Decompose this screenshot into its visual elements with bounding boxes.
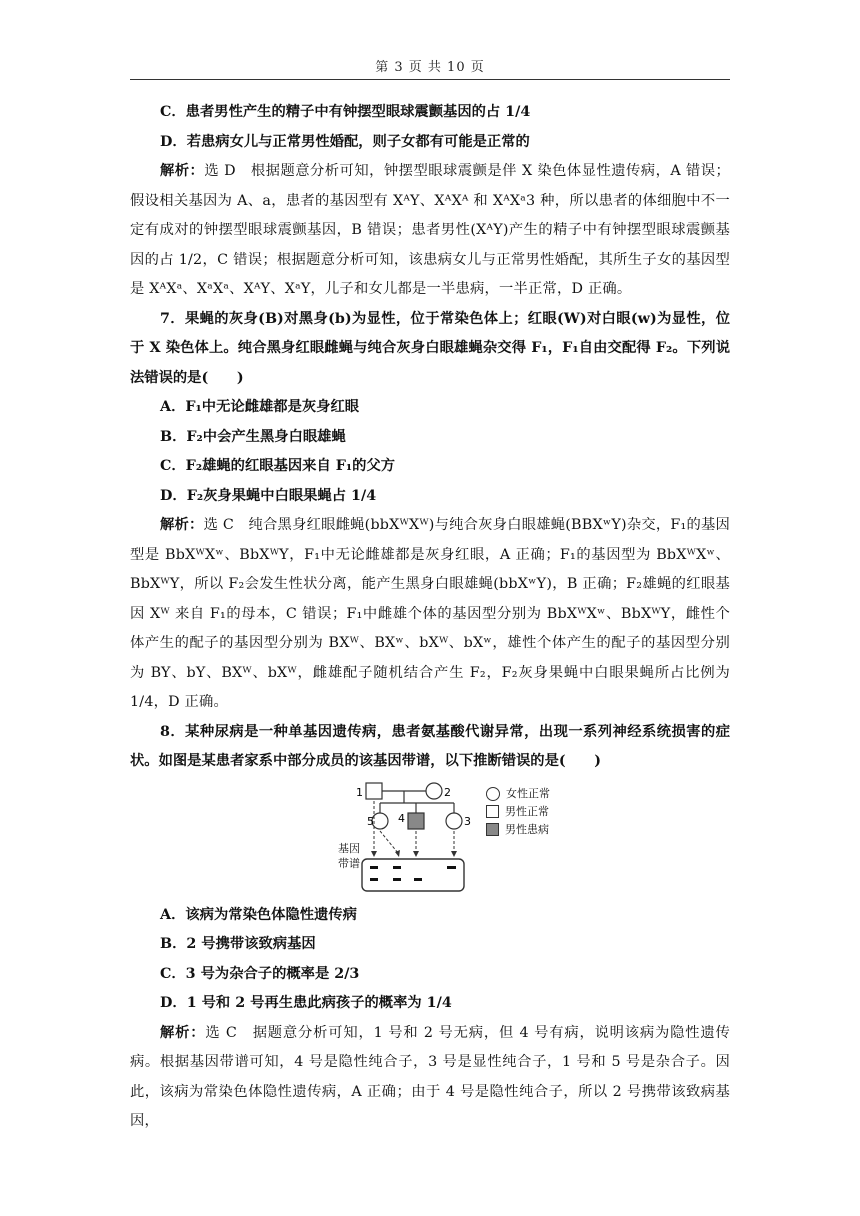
- q8-analysis: [130, 1019, 730, 1137]
- member-3-circle: [446, 813, 462, 829]
- female-normal-icon: [486, 787, 500, 801]
- q7-stem: 7．果蝇的灰身(B)对黑身(b)为显性，位于常染色体上；红眼(W)对白眼(w)为显性，位于 X 染色体上。纯合黑身红眼雌蝇与纯合灰身白眼雄蝇杂交得 F₁，F₁自由交配得 F₂。下列说法错误的是( ): [130, 310, 730, 386]
- band-4-recessive: [414, 878, 422, 881]
- page-header: 第 3 页 共 10 页: [375, 60, 485, 75]
- legend-male-affected-label: 男性患病: [505, 822, 549, 836]
- q6-option-d: D．若患病女儿与正常男性婚配，则子女都有可能是正常的: [160, 133, 530, 150]
- q8-option-d: D．1 号和 2 号再生患此病孩子的概率为 1/4: [160, 995, 452, 1011]
- q6-analysis-label: 解析：: [160, 163, 205, 179]
- member-1-label: 1: [356, 785, 363, 799]
- band-1-dominant: [370, 866, 378, 869]
- q8-option-b: B．2 号携带该致病基因: [160, 936, 316, 952]
- member-2-label: 2: [444, 785, 451, 799]
- q7-option-a: A．F₁中无论雌雄都是灰身红眼: [160, 399, 360, 415]
- member-1-square: [366, 783, 382, 799]
- band-label-line1: 基因: [338, 841, 360, 855]
- legend-male-affected: [486, 821, 550, 839]
- arrowhead-5: [395, 850, 400, 857]
- header-divider: [130, 79, 730, 80]
- band-label-line2: 带谱: [338, 856, 360, 870]
- member-4-label: 4: [398, 811, 405, 825]
- band-label: [338, 841, 360, 871]
- legend-female-normal-label: 女性正常: [506, 786, 550, 800]
- arrowhead-1: [371, 851, 377, 857]
- pedigree-figure: [130, 779, 730, 897]
- arrowhead-3: [451, 851, 457, 857]
- q7-analysis-label: 解析：: [160, 517, 204, 533]
- member-2-circle: [426, 783, 442, 799]
- legend-male-normal: [486, 803, 550, 821]
- band-5-recessive: [393, 878, 401, 881]
- q7-analysis: [130, 511, 730, 718]
- document-body: [130, 98, 730, 1137]
- q8-analysis-label: 解析：: [160, 1024, 206, 1041]
- member-5-label: 5: [367, 814, 374, 828]
- q6-analysis-text: 选 D 根据题意分析可知，钟摆型眼球震颤是伴 X 染色体显性遗传病，A 错误；假设相关基因为 A、a，患者的基因型有 XᴬY、XᴬXᴬ 和 XᴬXᵃ3 种，所以患者的体细胞中不一定有成对的钟摆型眼球震颤基因，B 错误；患者男性(XᴬY)产生的精子中有钟摆型眼球震颤基因的占 1/2，C 错误；根据题意分析可知，该患病女儿与正常男性婚配，其所生子女的基因型是 XᴬXᵃ、XᵃXᵃ、XᴬY、XᵃY，儿子和女儿都是一半患病，一半正常，D 正确。: [130, 163, 730, 297]
- band-5-dominant: [393, 866, 401, 869]
- band-3-dominant: [447, 866, 456, 869]
- legend-female-normal: [486, 785, 550, 803]
- pedigree-legend: [486, 785, 550, 839]
- q8-stem: 8．某种尿病是一种单基因遗传病，患者氨基酸代谢异常，出现一系列神经系统损害的症状。如图是某患者家系中部分成员的该基因带谱，以下推断错误的是( ): [130, 723, 730, 769]
- q8-option-c: C．3 号为杂合子的概率是 2/3: [160, 965, 360, 982]
- q6-option-c: C．患者男性产生的精子中有钟摆型眼球震颤基因的占 1/4: [160, 104, 531, 120]
- member-3-label: 3: [464, 814, 471, 828]
- arrow-member-5: [380, 831, 398, 853]
- legend-male-normal-label: 男性正常: [505, 804, 549, 818]
- male-affected-icon: [486, 823, 499, 836]
- q8-analysis-text: 选 C 据题意分析可知，1 号和 2 号无病，但 4 号有病，说明该病为隐性遗传病。根据基因带谱可知，4 号是隐性纯合子，3 号是显性纯合子，1 号和 5 号是杂合子。因此，该病为常染色体隐性遗传病，A 正确；由于 4 号是隐性纯合子，所以 2 号携带该致病基因，: [130, 1024, 730, 1129]
- q8-option-a: A．该病为常染色体隐性遗传病: [160, 906, 357, 923]
- arrowhead-4: [413, 851, 419, 857]
- band-1-recessive: [370, 878, 378, 881]
- q7-analysis-text: 选 C 纯合黑身红眼雌蝇(bbXᵂXᵂ)与纯合灰身白眼雄蝇(BBXʷY)杂交，F₁的基因型是 BbXᵂXʷ、BbXᵂY，F₁中无论雌雄都是灰身红眼，A 正确；F₁的基因型为 BbXᵂXʷ、BbXᵂY，所以 F₂会发生性状分离，能产生黑身白眼雄蝇(bbXʷY)，B 正确；F₂雄蝇的红眼基因 Xᵂ 来自 F₁的母本，C 错误；F₁中雌雄个体的基因型分别为 BbXᵂXʷ、BbXᵂY，雌性个体产生的配子的基因型分别为 BXᵂ、BXʷ、bXᵂ、bXʷ，雄性个体产生的配子的基因型分别为 BY、bY、BXᵂ、bXᵂ，雌雄配子随机结合产生 F₂，F₂灰身果蝇中白眼果蝇所占比例为 1/4，D 正确。: [130, 517, 730, 710]
- q6-analysis: [130, 157, 730, 305]
- male-normal-icon: [486, 805, 499, 818]
- q7-option-b: B．F₂中会产生黑身白眼雄蝇: [160, 428, 346, 445]
- gene-band-panel: [362, 859, 464, 891]
- pedigree-diagram: [330, 779, 480, 897]
- q7-option-c: C．F₂雄蝇的红眼基因来自 F₁的父方: [160, 458, 396, 474]
- member-4-square-affected: [408, 813, 424, 829]
- q7-option-d: D．F₂灰身果蝇中白眼果蝇占 1/4: [160, 487, 377, 504]
